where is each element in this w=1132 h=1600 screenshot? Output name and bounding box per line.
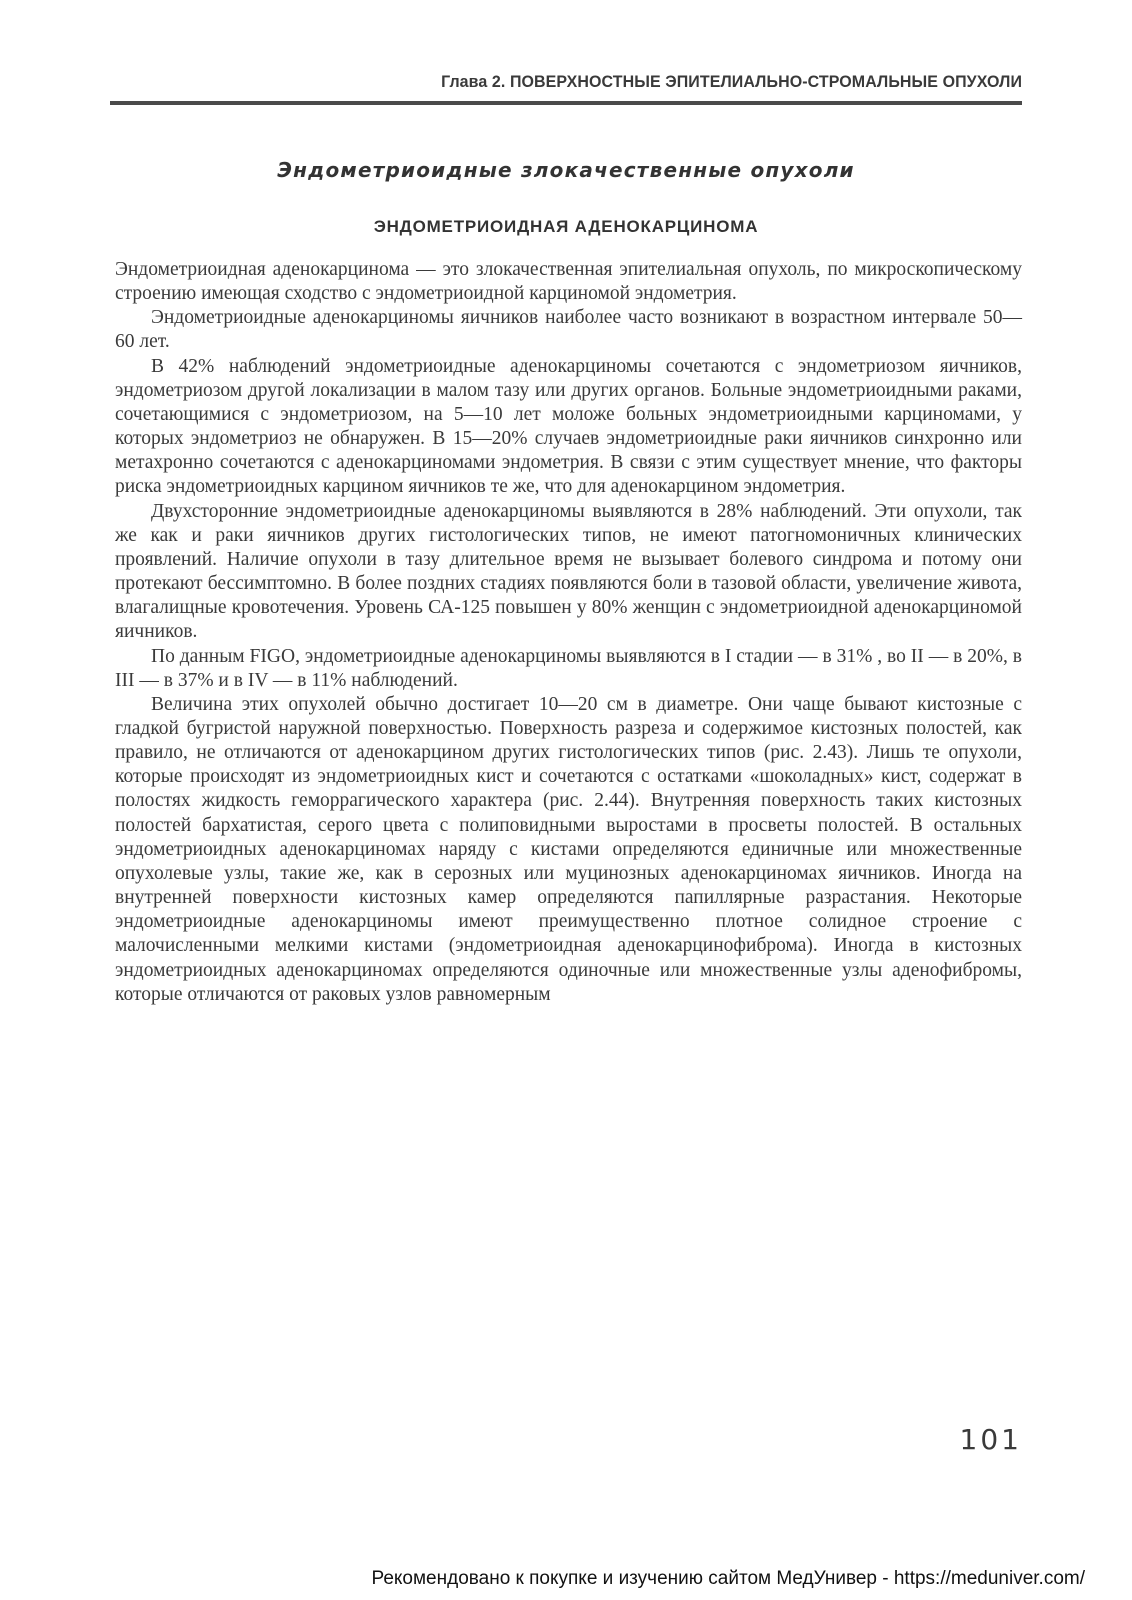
paragraph: Величина этих опухолей обычно достигает 10—20 см в диаметре. Они чаще бывают кистозные с гладкой бугристой наружной поверхностью. Поверхность разреза и содержимое кистозных полостей, как правило, не отличаются от аденокарцином других гистологических типов (рис. 2.43). Лишь те опухоли, которые происходят из эндометриоидных кист и сочетаются с остатками «шоколадных» кист, содержат в полостях жидкость геморрагического характера (рис. 2.44). Внутренняя поверхность таких кистозных полостей бархатистая, серого цвета с полиповидными выростами в просветы полостей. В остальных эндометриоидных аденокарциномах наряду с кистами определяются единичные или множественные опухолевые узлы, такие же, как в серозных или муцинозных аденокарциномах яичников. Иногда на внутренней поверхности кистозных камер определяются папиллярные разрастания. Некоторые эндометриоидные аденокарциномы имеют преимущественно плотное солидное строение с малочисленными мелкими кистами (эндометриоидная аденокарцинофиброма). Иногда в кистозных эндометриоидных аденокарциномах определяются одиночные или множественные узлы аденофибромы, которые отличаются от раковых узлов равномерным	[115, 693, 1022, 1005]
body-text	[115, 258, 1022, 1007]
section-title: Эндометриоидные злокачественные опухоли	[277, 158, 855, 182]
paragraph: Эндометриоидная аденокарцинома — это злокачественная эпителиальная опухоль, по микроскопическому строению имеющая сходство с эндометриоидной карциномой эндометрия.	[115, 259, 1022, 305]
paragraph: По данным FIGO, эндометриоидные аденокарциномы выявляются в I стадии — в 31% , во II — в 20%, в III — в 37% и в IV — в 11% наблюдений.	[115, 645, 1022, 691]
running-header: Глава 2. ПОВЕРХНОСТНЫЕ ЭПИТЕЛИАЛЬНО-СТРОМАЛЬНЫЕ ОПУХОЛИ	[441, 72, 1022, 91]
paragraph: В 42% наблюдений эндометриоидные аденокарциномы сочетаются с эндометриозом яичников, эндометриозом другой локализации в малом тазу или других органов. Больные эндометриоидными раками, сочетающимися с эндометриозом, на 5—10 лет моложе больных эндометриоидными карциномами, у которых эндометриоз не обнаружен. В 15—20% случаев эндометриоидные раки яичников синхронно или метахронно сочетаются с аденокарциномами эндометрия. В связи с этим существует мнение, что факторы риска эндометриоидных карцином яичников те же, что для аденокарцином эндометрия.	[115, 355, 1022, 498]
paragraph: Эндометриоидные аденокарциномы яичников наиболее часто возникают в возрастном интервале 50—60 лет.	[115, 307, 1022, 353]
header-rule	[110, 101, 1022, 105]
page-number: 101	[959, 1423, 1022, 1456]
paragraph: Двухсторонние эндометриоидные аденокарциномы выявляются в 28% наблюдений. Эти опухоли, так же как и раки яичников других гистологических типов, не имеют патогномоничных клинических проявлений. Наличие опухоли в тазу длительное время не вызывает болевого синдрома и потому они протекают бессимптомно. В более поздних стадиях появляются боли в тазовой области, увеличение живота, влагалищные кровотечения. Уровень СА-125 повышен у 80% женщин с эндометриоидной аденокарциномой яичников.	[115, 500, 1022, 643]
footer-recommendation-link[interactable]: Рекомендовано к покупке и изучению сайтом МедУнивер - https://meduniver.com/	[371, 1568, 1085, 1589]
subsection-title: ЭНДОМЕТРИОИДНАЯ АДЕНОКАРЦИНОМА	[373, 217, 759, 236]
